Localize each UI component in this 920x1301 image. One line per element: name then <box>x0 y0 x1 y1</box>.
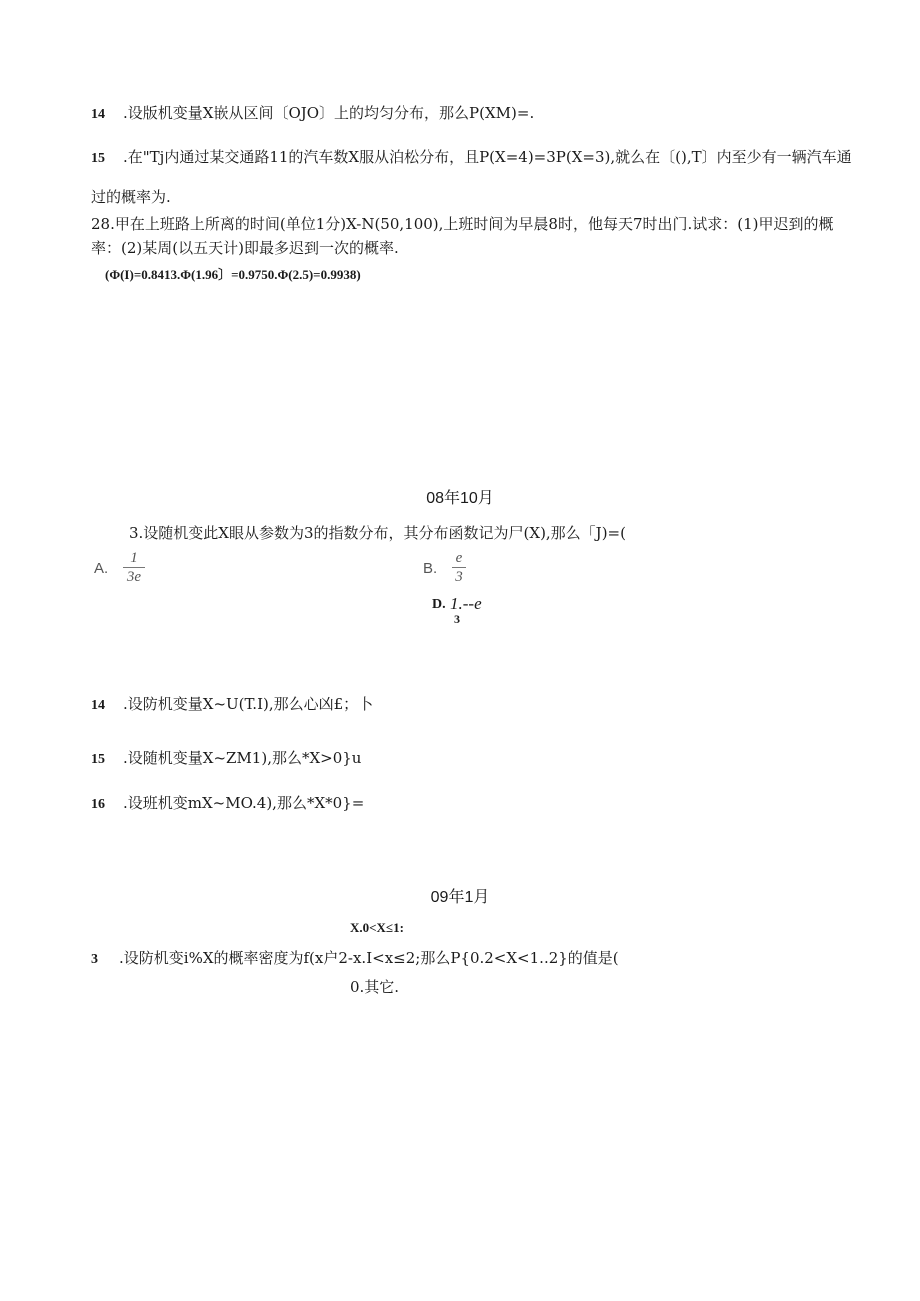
option-b-fraction <box>452 550 466 585</box>
question-text: .设随机变量X~ZM1),那么*X>0}u <box>123 749 362 767</box>
question-16 <box>91 792 364 813</box>
question-15-first <box>91 146 852 167</box>
question-28-line1: 28.甲在上班路上所离的时间(单位1分)X-N(50,100),上班时间为早晨8时，他每天7时出门.试求：(1)甲迟到的概 <box>91 215 834 233</box>
option-d-label: D. <box>432 597 446 612</box>
question-text: .设版机变量X嵌从区间〔OJO〕上的均匀分布，那么P(XM)=. <box>123 104 535 122</box>
question-text: .设防机变i%X的概率密度为f(x户2-x.I<x≤2;那么P{0.2<X<1..2}的值是( <box>119 949 619 967</box>
question-15-second <box>91 747 361 768</box>
question-14-first <box>91 102 534 123</box>
question-3-first: 3.设随机变此X眼从参数为3的指数分布，其分布函数记为尸(X),那么「J)=( <box>129 524 626 542</box>
option-d-expression: 1.--e <box>450 594 482 613</box>
option-b-numerator: e <box>455 550 463 566</box>
option-a-numerator: 1 <box>130 550 138 566</box>
option-b-denominator: 3 <box>455 569 463 585</box>
question-28-line2: 率：(2)某周(以五天计)即最多迟到一次的概率. <box>91 239 399 257</box>
question-number: 16 <box>91 797 105 812</box>
section-heading-2009-01: 09年1月 <box>430 889 490 906</box>
question-text: .在"Tj内通过某交通路11的汽车数X服从泊松分布，且P(X=4)=3P(X=3),就么在〔(),T〕内至少有一辆汽车通 <box>123 148 852 166</box>
option-b-label: B. <box>423 560 438 577</box>
question-number: 15 <box>91 752 105 767</box>
question-3-second <box>91 947 619 968</box>
option-a-label: A. <box>94 560 109 577</box>
question-14-second <box>91 693 373 714</box>
option-d-denominator: 3 <box>454 612 460 626</box>
question-text: .设防机变量X~U(T.I),那么心凶£；卜 <box>123 695 374 713</box>
phi-values-note: (Φ(I)=0.8413.Φ(1.96〕=0.9750.Φ(2.5)=0.9938) <box>105 267 361 282</box>
option-a-denominator: 3e <box>126 569 142 585</box>
density-piece-1: X.0<X≤1: <box>350 920 404 935</box>
section-heading-2008-10: 08年10月 <box>426 490 494 507</box>
option-a-fraction <box>123 550 145 585</box>
density-piece-3: 0.其它. <box>350 978 400 996</box>
question-number: 14 <box>91 698 105 713</box>
fraction-bar <box>123 567 145 568</box>
question-number: 3 <box>91 952 98 967</box>
question-number: 14 <box>91 107 105 122</box>
question-15-continuation: 过的概率为. <box>91 188 171 206</box>
fraction-bar <box>452 567 466 568</box>
question-text: .设班机变mX~MO.4),那么*X*0}= <box>123 794 365 812</box>
question-number: 15 <box>91 151 105 166</box>
